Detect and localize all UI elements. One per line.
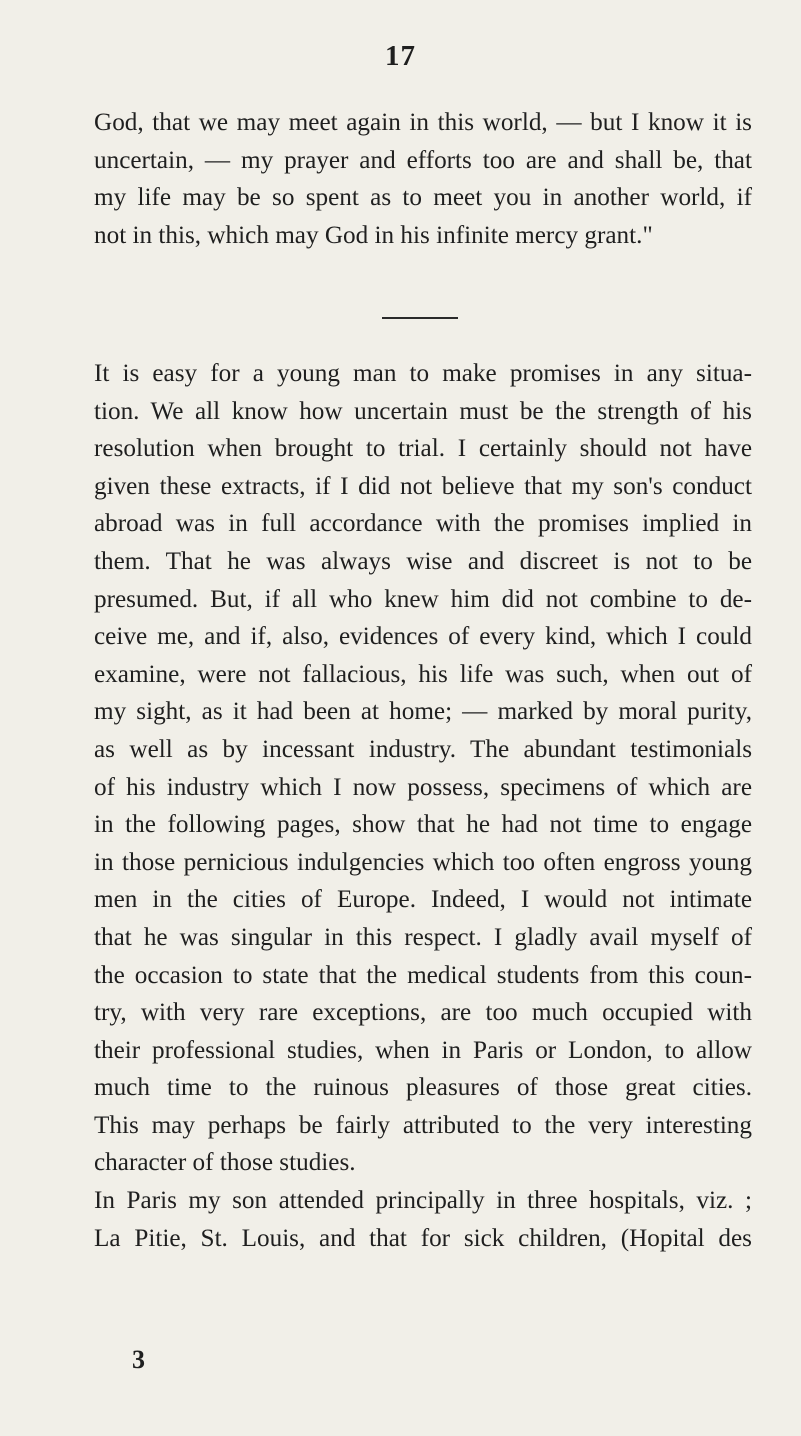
paragraph-quote-end [94, 104, 752, 254]
text-line: This may perhaps be fairly attributed to the very interesting [94, 1111, 752, 1139]
text-line: ceive me, and if, also, evidences of every kind, which I could [94, 623, 752, 651]
paragraph-promises [94, 355, 752, 1257]
text-line: abroad was in full accordance with the promises implied in [94, 510, 752, 538]
text-line: as well as by incessant industry. The abundant testimonials [94, 735, 752, 763]
text-line: not in this, which may God in his infinite mercy grant." [94, 221, 653, 249]
text-line: that he was singular in this respect. I gladly avail myself of [94, 923, 752, 951]
signature-mark: 3 [132, 1345, 145, 1374]
text-line: presumed. But, if all who knew him did not combine to de- [94, 585, 752, 613]
text-line: It is easy for a young man to make promises in any situa- [94, 360, 752, 387]
text-line: their professional studies, when in Paris or London, to allow [94, 1036, 752, 1064]
text-line: In Paris my son attended principally in three hospitals, viz. ; [94, 1187, 752, 1215]
text-line: my life may be so spent as to meet you in another world, if [94, 184, 752, 212]
text-line: of his industry which I now possess, specimens of which are [94, 773, 752, 801]
text-line: in those pernicious indulgencies which too often engross young [94, 848, 752, 876]
text-line: much time to the ruinous pleasures of those great cities. [94, 1074, 752, 1102]
text-line: La Pitie, St. Louis, and that for sick children, (Hopital des [94, 1224, 752, 1252]
text-line: try, with very rare exceptions, are too much occupied with [94, 999, 752, 1027]
text-line: my sight, as it had been at home; — marked by moral purity, [94, 698, 752, 726]
text-line: character of those studies. [94, 1149, 356, 1177]
text-line: in the following pages, show that he had not time to engage [94, 811, 752, 839]
text-line: resolution when brought to trial. I certainly should not have [94, 435, 752, 463]
text-line: God, that we may meet again in this world, — but I know it is [94, 109, 752, 136]
section-divider [382, 317, 458, 319]
text-line: tion. We all know how uncertain must be the strength of his [94, 397, 752, 425]
text-line: the occasion to state that the medical students from this coun- [94, 961, 752, 989]
text-line: given these extracts, if I did not believe that my son's conduct [94, 472, 752, 500]
page-number: 17 [385, 40, 416, 72]
text-line: them. That he was always wise and discreet is not to be [94, 547, 752, 575]
text-line: uncertain, — my prayer and efforts too are and shall be, that [94, 146, 752, 174]
text-line: men in the cities of Europe. Indeed, I would not intimate [94, 886, 752, 914]
text-line: examine, were not fallacious, his life was such, when out of [94, 660, 752, 688]
